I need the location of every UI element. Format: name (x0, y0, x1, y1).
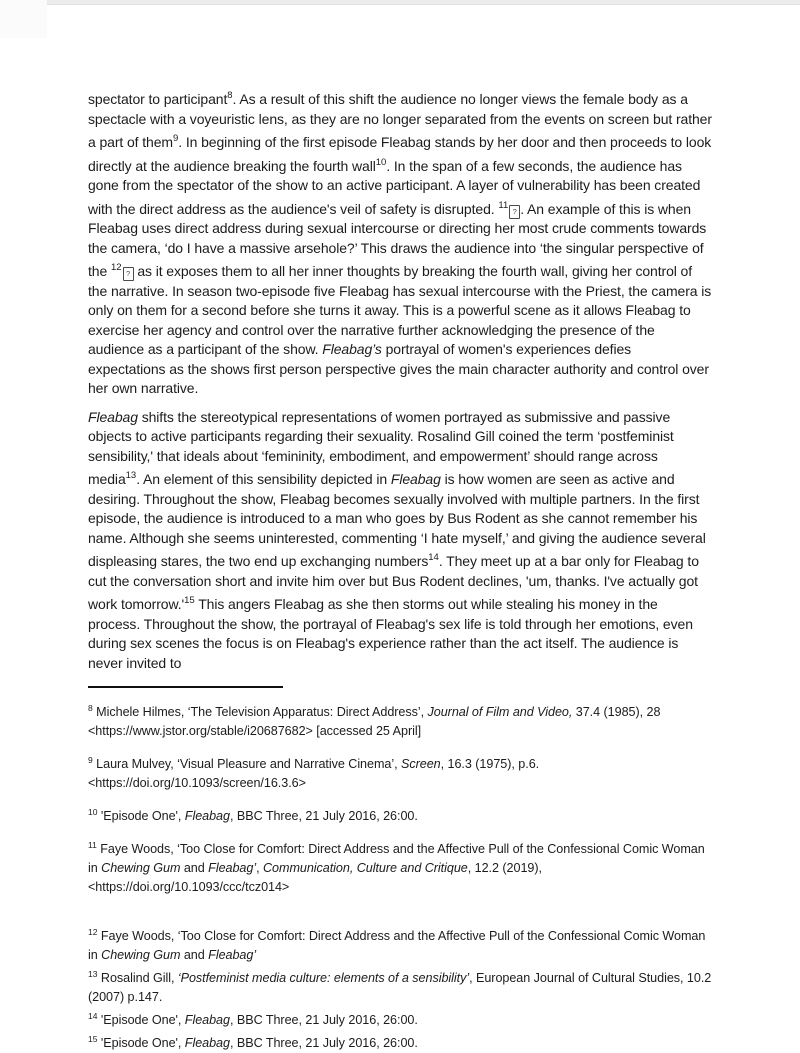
footnote-8: $^8$ Michele Hilmes, ‘The Television Apparatus: Direct Address’, Journal of Film and Video, 37.4 (1985), 28 <https://www.jstor.org/stable/i20687682> [accessed 25 April] (88, 703, 661, 738)
footnote-separator (88, 686, 283, 688)
footnote-15: $^{15}$ 'Episode One', Fleabag, BBC Three, 21 July 2016, 26:00. (88, 1034, 418, 1050)
footnote-14: $^{14}$ 'Episode One', Fleabag, BBC Three, 21 July 2016, 26:00. (88, 1011, 418, 1027)
footnote-10: $^{10}$ 'Episode One', Fleabag, BBC Three, 21 July 2016, 26:00. (88, 807, 418, 823)
essay-paragraph-1: spectator to participant$^8$. As a result of this shift the audience no longer views the female body as a spectacle with a voyeuristic lens, as they are no longer separated from the events on screen but rather a part of them$^9$. In beginning of the first episode Fleabag stands by her door and then proceeds to look directly at the audience breaking the fourth wall$^{10}$. In the span of a few seconds, the audience has gone from the spectator of the show to an active participant. A layer of vulnerability has been created with the direct address as the audience's veil of safety is disrupted. $^{11}$? . An example of this is when Fleabag uses direct address during sexual intercourse or directing her most crude comments towards the camera, ‘do I have a massive arsehole?’ This draws the audience into ‘the singular perspective of the $^{12}$? as it exposes them to all her inner thoughts by breaking the fourth wall, giving her control of the narrative. In season two-episode five Fleabag has sexual intercourse with the Priest, the camera is only on them for a second before she turns it away. This is a powerful scene as it allows Fleabag to exercise her agency and control over the narrative further acknowledging the presence of the audience as a participant of the show. Fleabag’s portrayal of women's experiences defies expectations as the shows first person perspective gives the main character authority and control over her own narrative. (88, 90, 712, 396)
footnote-12: $^{12}$ Faye Woods, ‘Too Close for Comfort: Direct Address and the Affective Pull of the Confessional Comic Woman in Chewing Gum and Fleabag’ (88, 927, 706, 962)
top-edge-strip (0, 0, 800, 5)
footnote-9: $^9$ Laura Mulvey, ‘Visual Pleasure and Narrative Cinema’, Screen, 16.3 (1975), p.6. <https://doi.org/10.1093/screen/16.3.6> (88, 755, 540, 790)
footnote-13: $^{13}$ Rosalind Gill, ‘Postfeminist media culture: elements of a sensibility’, European Journal of Cultural Studies, 10.2 (2007) p.147. (88, 969, 712, 1004)
essay-content (88, 86, 712, 1053)
footnote-11: $^{11}$ Faye Woods, ‘Too Close for Comfort: Direct Address and the Affective Pull of the Confessional Comic Woman in Chewing Gum and Fleabag’, Communication, Culture and Critique, 12.2 (2019), <https://doi.org/10.1093/ccc/tcz014> (88, 840, 705, 894)
essay-paragraph-2: Fleabag shifts the stereotypical representations of women portrayed as submissive and passive objects to active participants regarding their sexuality. Rosalind Gill coined the term ‘postfeminist sensibility,' that ideals about ‘femininity, embodiment, and empowerment’ should range across media$^{13}$. An element of this sensibility depicted in Fleabag is how women are seen as active and desiring. Throughout the show, Fleabag becomes sexually involved with multiple partners. In the first episode, the audience is introduced to a man who goes by Bus Rodent as she cannot remember his name. Although she seems uninterested, commenting ‘I hate myself,’ and giving the audience several displeasing stares, the two end up exchanging numbers$^{14}$. They meet up at a bar only for Fleabag to cut the conversation short and invite him over but Bus Rodent declines, 'um, thanks. I've actually got work $tomorrow.'^{15}$ This angers Fleabag as she then storms out while stealing his money in the process. Throughout the show, the portrayal of Fleabag's sex life is told through her emotions, even during sex scenes the focus is on Fleabag's experience rather than the act itself. The audience is never invited to (88, 408, 706, 671)
footnote-list (88, 699, 712, 1053)
top-left-corner-shade (0, 0, 47, 38)
